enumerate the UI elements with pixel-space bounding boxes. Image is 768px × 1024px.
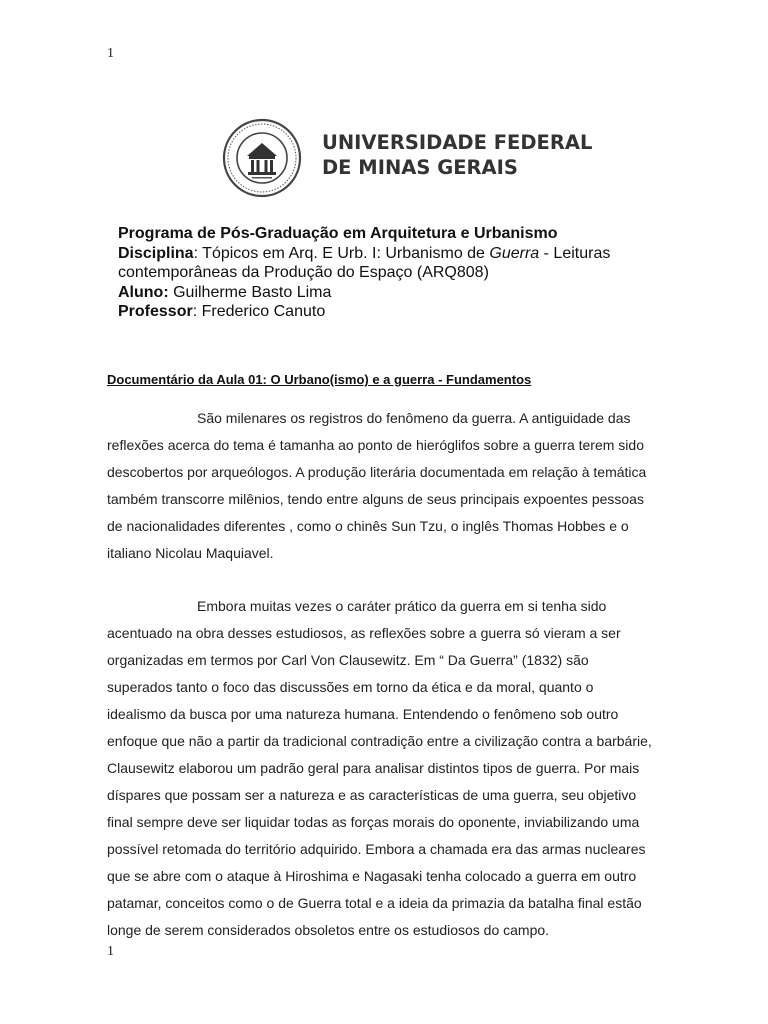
- paragraph-line: possível retomada do território adquirido. Embora a chamada era das armas nucleares: [107, 841, 646, 857]
- paragraph-1: [107, 405, 727, 567]
- university-name: [322, 130, 592, 180]
- paragraph-2: [107, 593, 727, 944]
- university-name-line1: UNIVERSIDADE FEDERAL: [322, 131, 593, 154]
- paragraph-line: também transcorre milênios, tendo entre alguns de seus principais expoentes pessoas: [107, 491, 644, 507]
- paragraph-line: descobertos por arqueólogos. A produção literária documentada em relação à temática: [107, 464, 647, 480]
- student-value: Guilherme Basto Lima: [168, 283, 332, 301]
- discipline-value-end: - Leituras: [539, 244, 611, 262]
- paragraph-line: reflexões acerca do tema é tamanha ao ponto de hieróglifos sobre a guerra terem sido: [107, 437, 644, 453]
- discipline-line-2: [118, 263, 678, 283]
- page-number-top: 1: [107, 46, 114, 61]
- document-heading: Documentário da Aula 01: O Urbano(ismo) e a guerra - Fundamentos: [107, 372, 532, 387]
- paragraph-line: díspares que possam ser a natureza e as características de uma guerra, seu objetivo: [107, 787, 637, 803]
- paragraph-line: longe de serem considerados obsoletos entre os estudiosos do campo.: [107, 922, 550, 938]
- professor-line: [118, 302, 678, 322]
- paragraph-line: enfoque que não a partir da tradicional contradição entre a civilização contra a barbárie,: [107, 733, 652, 749]
- program-line: [118, 224, 678, 244]
- discipline-value-continued: contemporâneas da Produção do Espaço (ARQ808): [118, 264, 489, 282]
- discipline-label: Disciplina: [118, 244, 194, 262]
- paragraph-line: de nacionalidades diferentes , como o chinês Sun Tzu, o inglês Thomas Hobbes e o: [107, 518, 629, 534]
- paragraph-line: Clausewitz elaborou um padrão geral para analisar distintos tipos de guerra. Por mais: [107, 760, 640, 776]
- paragraph-line: italiano Nicolau Maquiavel.: [107, 545, 274, 561]
- paragraph-line: que se abre com o ataque à Hiroshima e Nagasaki tenha colocado a guerra em outro: [107, 868, 637, 884]
- paragraph-line: Embora muitas vezes o caráter prático da guerra em si tenha sido: [197, 598, 607, 614]
- student-label: Aluno:: [118, 283, 169, 301]
- page-number-bottom: 1: [107, 944, 114, 959]
- paragraph-line: acentuado na obra desses estudiosos, as reflexões sobre a guerra só vieram a ser: [107, 625, 621, 641]
- discipline-italic: Guerra: [489, 244, 540, 262]
- professor-label: Professor: [118, 303, 193, 321]
- program-title: Programa de Pós-Graduação em Arquitetura e Urbanismo: [118, 225, 558, 242]
- student-line: [118, 283, 678, 303]
- paragraph-line: idealismo da busca por uma natureza humana. Entendendo o fenômeno sob outro: [107, 706, 619, 722]
- ufmg-seal-icon: [222, 118, 302, 198]
- discipline-value: : Tópicos em Arq. E Urb. I: Urbanismo de: [193, 244, 490, 262]
- paragraph-line: final sempre deve ser liquidar todas as forças morais do oponente, inviabilizando uma: [107, 814, 640, 830]
- paragraph-line: patamar, conceitos como o de Guerra total e a ideia da primazia da batalha final estão: [107, 895, 642, 911]
- body-text: [107, 405, 727, 944]
- discipline-line: [118, 244, 678, 264]
- paragraph-line: São milenares os registros do fenômeno da guerra. A antiguidade das: [197, 410, 631, 426]
- paragraph-line: organizadas em termos por Carl Von Clausewitz. Em “ Da Guerra” (1832) são: [107, 652, 589, 668]
- professor-value: : Frederico Canuto: [192, 303, 326, 321]
- paragraph-line: superados tanto o foco das discussões em torno da ética e da moral, quanto o: [107, 679, 594, 695]
- course-info: [118, 224, 678, 322]
- university-name-line2: DE MINAS GERAIS: [322, 156, 518, 179]
